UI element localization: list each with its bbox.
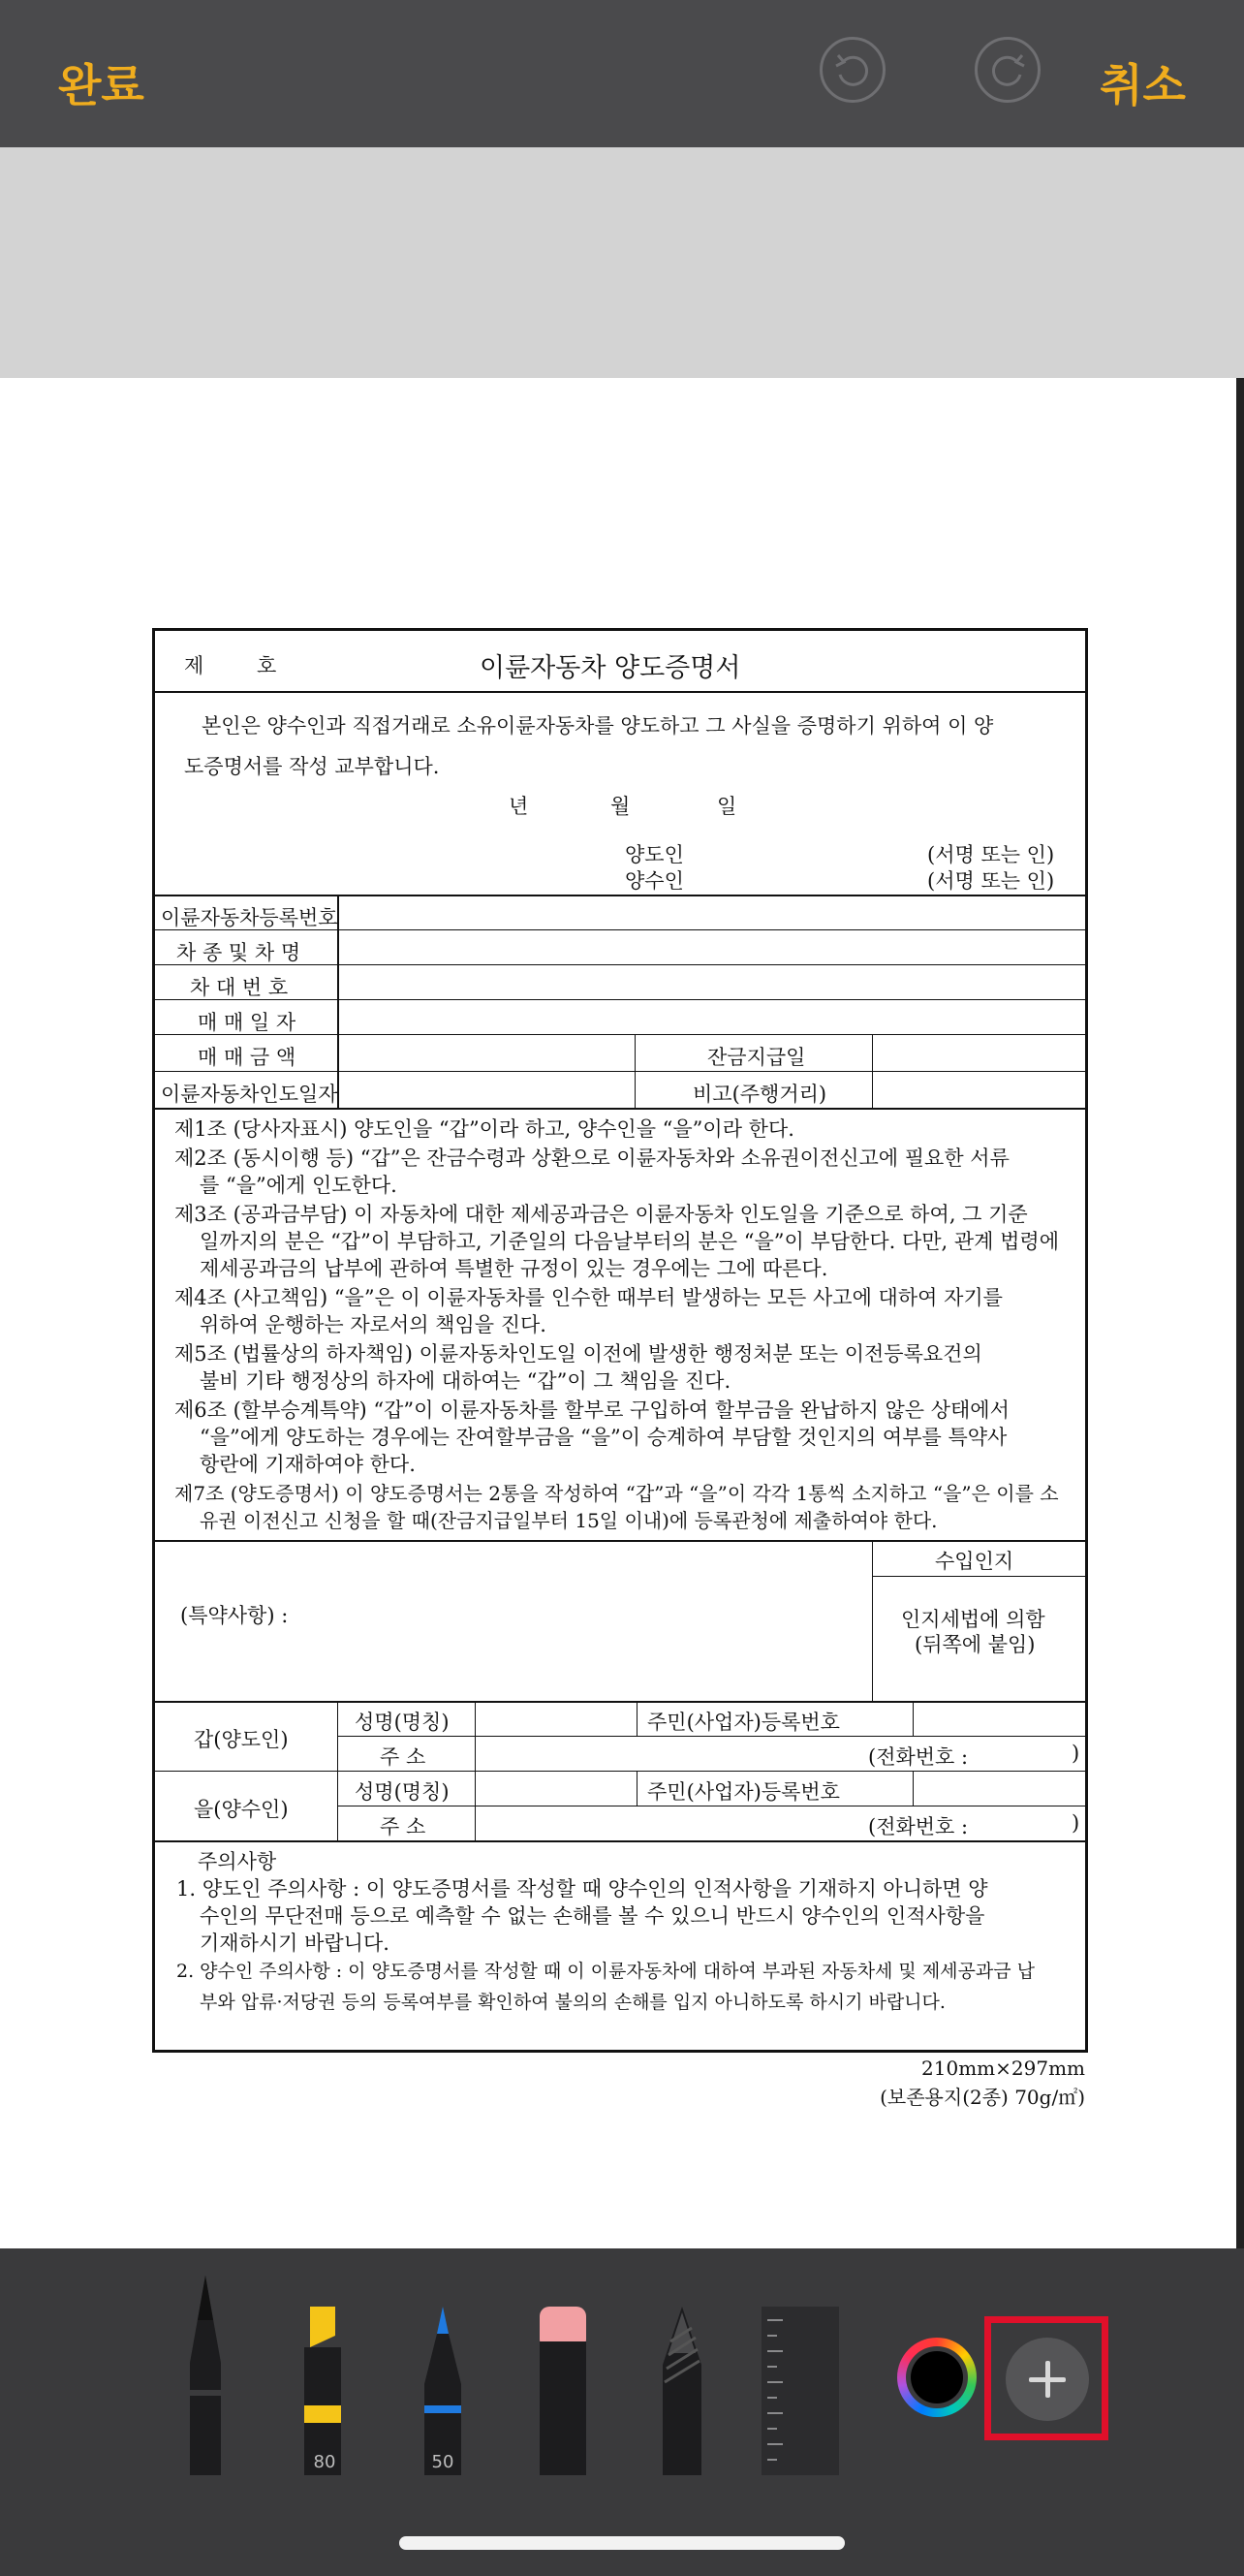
home-indicator[interactable] [399,2536,845,2550]
note-1a: 1. 양도인 주의사항 : 이 양도증명서를 작성할 때 양수인의 인적사항을 기재하지 아니하면 양 [176,1877,988,1901]
current-color-swatch [911,2351,963,2403]
article-6a: 제6조 (할부승계특약) “갑”이 이륜자동차를 할부로 구입하여 할부금을 완납하지 않은 상태에서 [174,1398,1010,1422]
pen-tool[interactable] [178,2276,233,2475]
article-5a: 제5조 (법률상의 하자책임) 이륜자동차인도일 이전에 발생한 행정처분 또는 이전등록요건의 [174,1342,982,1366]
date-year: 년 [509,795,529,818]
form-no-prefix: 제 [184,654,204,677]
sign-2: (서명 또는 인) [927,869,1055,893]
party-b-label: 을(양수인) [194,1798,289,1821]
undo-icon [823,40,883,100]
party-b-regno-label: 주민(사업자)등록번호 [647,1780,840,1804]
highlight-box [984,2316,1108,2440]
home-area [0,2479,1244,2576]
transferee-label: 양수인 [625,869,684,893]
article-3b: 일까지의 분은 “갑”이 부담하고, 기준일의 다음날부터의 분은 “을”이 부담한다. 다만, 관계 법령에 [200,1230,1059,1253]
party-a-address-label: 주 소 [380,1745,426,1769]
pencil-tool[interactable] [419,2307,467,2475]
party-a-name-label: 성명(명칭) [355,1711,450,1734]
note-1c: 기재하시기 바랍니다. [200,1932,389,1955]
transferor-label: 양도인 [625,843,684,866]
color-picker[interactable] [897,2338,977,2417]
article-4b: 위하여 운행하는 자로서의 책임을 진다. [200,1313,546,1336]
field-model: 차 종 및 차 명 [176,941,301,964]
canvas-margin [0,147,1244,378]
field-delivery-date: 이륜자동차인도일자 [161,1083,338,1106]
ruler-tool[interactable] [762,2307,839,2475]
article-6b: “을”에게 양도하는 경우에는 잔여할부금을 “을”이 승계하여 부담할 것인지의 여부를 특약사 [200,1426,1008,1449]
party-a-label: 갑(양도인) [194,1728,289,1751]
intro-line-1: 본인은 양수인과 직접거래로 소유이륜자동차를 양도하고 그 사실을 증명하기 위하여 이 양 [202,714,994,738]
done-button[interactable]: 완료 [58,59,144,111]
undo-button[interactable] [820,37,886,103]
party-a-regno-label: 주민(사업자)등록번호 [647,1711,840,1734]
document-page[interactable] [0,378,1244,2248]
party-b-phone-close: ) [1072,1811,1080,1835]
sign-1: (서명 또는 인) [927,843,1055,866]
field-vin: 차 대 번 호 [190,976,289,999]
redo-button[interactable] [975,37,1041,103]
special-terms-label: (특약사항) : [180,1604,289,1627]
field-reg-no: 이륜자동차등록번호 [161,906,338,929]
intro-line-2: 도증명서를 작성 교부합니다. [184,755,440,778]
page-edge [1236,378,1244,2248]
top-toolbar [0,0,1244,147]
redo-icon [978,40,1038,100]
paper-size: 210mm×297mm [921,2057,1085,2080]
pencil-width: 50 [431,2452,454,2472]
party-a-phone-label: (전화번호 : [868,1745,969,1769]
article-2a: 제2조 (동시이행 등) “갑”은 잔금수령과 상환으로 이륜자동차와 소유권이전신고에 필요한 서류 [174,1147,1010,1170]
party-b-address-label: 주 소 [380,1815,426,1838]
notes-title: 주의사항 [198,1850,277,1873]
remarks-label: 비고(주행거리) [693,1083,827,1106]
stamp-note-2: (뒤쪽에 붙임) [915,1633,1036,1656]
form-title: 이륜자동차 양도증명서 [480,653,741,683]
party-a-phone-close: ) [1072,1742,1080,1765]
article-4a: 제4조 (사고책임) “을”은 이 이륜자동차를 인수한 때부터 발생하는 모든 사고에 대하여 자기를 [174,1286,1003,1309]
article-6c: 항란에 기재하여야 한다. [200,1453,416,1476]
party-b-name-label: 성명(명칭) [355,1780,450,1804]
transfer-certificate-form [152,628,1088,2053]
article-3c: 제세공과금의 납부에 관하여 특별한 규정이 있는 경우에는 그에 따른다. [200,1257,828,1280]
note-2a: 2. 양수인 주의사항 : 이 양도증명서를 작성할 때 이 이륜자동차에 대하여 부과된 자동차세 및 제세공과금 납 [176,1961,1035,1982]
party-b-phone-label: (전화번호 : [868,1815,969,1838]
marker-tool[interactable] [296,2307,349,2475]
article-2b: 를 “을”에게 인도한다. [200,1174,397,1197]
paper-type: (보존용지(2종) 70g/㎡) [880,2086,1085,2109]
article-3a: 제3조 (공과금부담) 이 자동차에 대한 제세공과금은 이륜자동차 인도일을 기준으로 하여, 그 기준 [174,1203,1028,1226]
cancel-button[interactable]: 취소 [1100,59,1186,111]
stamp-note-1: 인지세법에 의함 [901,1608,1045,1631]
note-2b: 부와 압류·저당권 등의 등록여부를 확인하여 불의의 손해를 입지 아니하도록 하시기 바랍니다. [200,1992,946,2013]
lasso-tool[interactable] [659,2307,705,2475]
article-1: 제1조 (당사자표시) 양도인을 “갑”이라 하고, 양수인을 “을”이라 한다. [174,1117,794,1141]
marker-width: 80 [313,2452,336,2472]
article-7a: 제7조 (양도증명서) 이 양도증명서는 2통을 작성하여 “갑”과 “을”이 각각 1통씩 소지하고 “을”은 이를 소 [174,1482,1059,1505]
article-5b: 불비 기타 행정상의 하자에 대하여는 “갑”이 그 책임을 진다. [200,1369,731,1393]
field-sale-date: 매 매 일 자 [198,1011,296,1034]
eraser-tool[interactable] [539,2307,587,2475]
field-sale-price: 매 매 금 액 [198,1046,296,1069]
date-month: 월 [610,795,631,818]
revenue-stamp-label: 수입인지 [935,1550,1014,1573]
note-1b: 수인의 무단전매 등으로 예측할 수 없는 손해를 볼 수 있으니 반드시 양수인의 인적사항을 [200,1904,985,1928]
form-no-suffix: 호 [257,654,277,677]
balance-date-label: 잔금지급일 [707,1046,806,1069]
date-day: 일 [717,795,737,818]
article-7b: 유권 이전신고 신청을 할 때(잔금지급일부터 15일 이내)에 등록관청에 제출하여야 한다. [200,1509,938,1532]
